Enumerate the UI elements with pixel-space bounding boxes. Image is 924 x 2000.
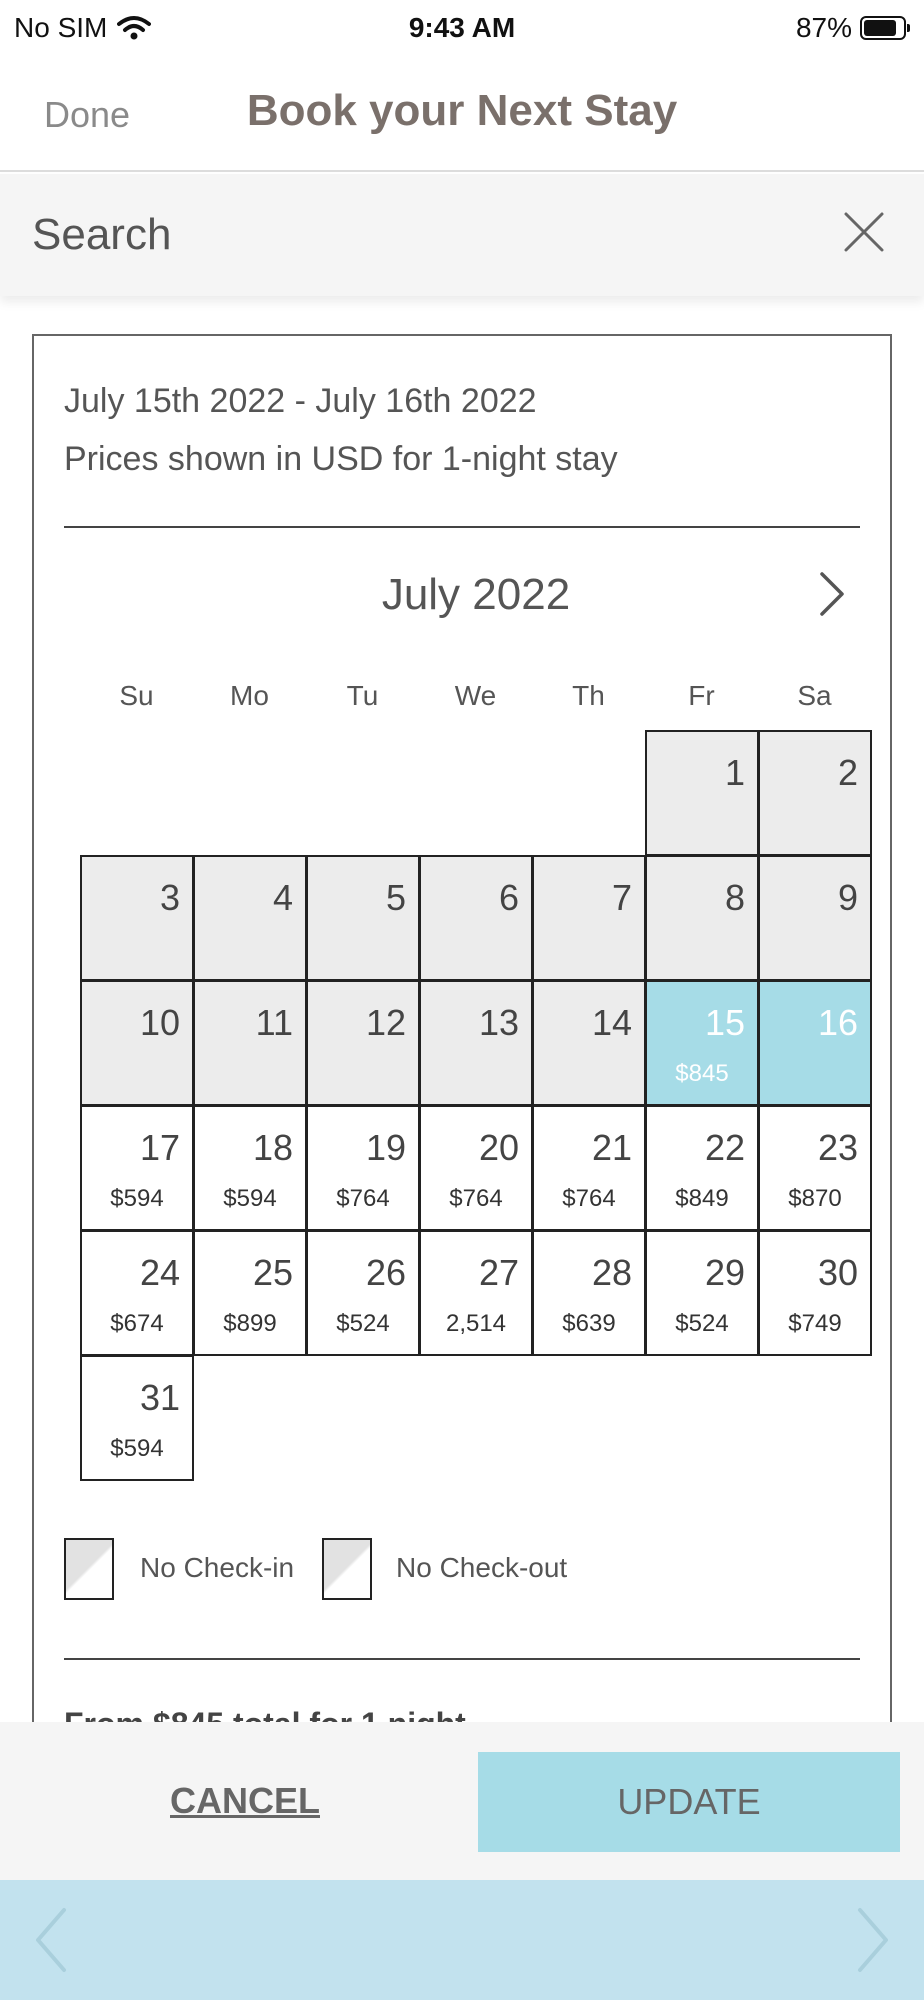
day-price: $845	[675, 1060, 729, 1087]
day-price: $749	[788, 1310, 842, 1337]
status-time: 9:43 AM	[408, 12, 516, 43]
weekday-header: We	[454, 680, 497, 711]
day-price: 2,514	[445, 1310, 507, 1337]
day-price: $870	[788, 1185, 842, 1212]
price-note-text: Prices shown in USD for 1-night stay	[64, 440, 618, 478]
calendar-day-25[interactable]	[193, 1230, 307, 1356]
calendar-day-2	[758, 730, 872, 856]
calendar-day-3	[80, 855, 194, 981]
day-number: 10	[139, 1002, 180, 1043]
nav-bar	[0, 56, 924, 172]
day-number: 30	[817, 1252, 858, 1293]
calendar-day-14	[532, 980, 646, 1106]
weekday-header: Mo	[230, 680, 269, 711]
day-price: $849	[675, 1185, 729, 1212]
calendar-day-4	[193, 855, 307, 981]
calendar-day-19[interactable]	[306, 1105, 420, 1231]
day-number: 1	[724, 752, 745, 793]
day-number: 12	[365, 1002, 406, 1043]
day-number: 25	[252, 1252, 293, 1293]
day-number: 6	[498, 877, 519, 918]
day-price: $594	[110, 1435, 164, 1462]
update-button[interactable]: UPDATE	[478, 1752, 900, 1852]
day-price: $764	[562, 1185, 616, 1212]
day-price: $639	[562, 1310, 616, 1337]
calendar-day-12	[306, 980, 420, 1106]
calendar-day-16[interactable]	[758, 980, 872, 1106]
day-number: 8	[724, 877, 745, 918]
back-arrow-icon[interactable]	[30, 1904, 74, 1976]
chevron-right-icon[interactable]	[810, 568, 854, 620]
day-number: 9	[837, 877, 858, 918]
day-number: 17	[139, 1127, 180, 1168]
day-price: $594	[110, 1185, 164, 1212]
status-bar	[0, 0, 924, 56]
page-title: Book your Next Stay	[246, 86, 678, 135]
day-number: 29	[704, 1252, 745, 1293]
calendar-day-7	[532, 855, 646, 981]
calendar-day-11	[193, 980, 307, 1106]
divider-top	[64, 526, 860, 528]
close-icon[interactable]	[842, 210, 886, 254]
no-checkin-label: No Check-in	[140, 1552, 295, 1583]
calendar-day-1	[645, 730, 759, 856]
forward-arrow-icon[interactable]	[850, 1904, 894, 1976]
day-number: 5	[385, 877, 406, 918]
day-number: 23	[817, 1127, 858, 1168]
calendar-day-6	[419, 855, 533, 981]
battery-percent: 87%	[795, 12, 852, 43]
calendar-day-18[interactable]	[193, 1105, 307, 1231]
day-number: 14	[591, 1002, 632, 1043]
day-number: 16	[817, 1002, 858, 1043]
status-right	[796, 12, 906, 44]
calendar-day-13	[419, 980, 533, 1106]
weekday-header: Su	[119, 680, 154, 711]
carrier-label: No SIM	[14, 12, 108, 43]
calendar-day-29[interactable]	[645, 1230, 759, 1356]
calendar-day-15[interactable]	[645, 980, 759, 1106]
date-range-text: July 15th 2022 - July 16th 2022	[64, 382, 537, 420]
browser-toolbar	[0, 1880, 924, 2000]
day-number: 27	[478, 1252, 519, 1293]
day-number: 7	[611, 877, 632, 918]
battery-icon	[860, 16, 906, 40]
calendar-day-21[interactable]	[532, 1105, 646, 1231]
day-number: 2	[837, 752, 858, 793]
day-number: 19	[365, 1127, 406, 1168]
no-checkout-label: No Check-out	[396, 1552, 568, 1583]
search-header	[0, 174, 924, 296]
day-price: $524	[336, 1310, 390, 1337]
day-number: 24	[139, 1252, 180, 1293]
weekday-header: Fr	[688, 680, 715, 711]
day-number: 26	[365, 1252, 406, 1293]
day-number: 21	[591, 1127, 632, 1168]
calendar-day-26[interactable]	[306, 1230, 420, 1356]
month-label: July 2022	[381, 570, 571, 619]
calendar-day-30[interactable]	[758, 1230, 872, 1356]
day-price: $899	[223, 1310, 277, 1337]
divider-bottom	[64, 1658, 860, 1660]
day-number: 20	[478, 1127, 519, 1168]
no-checkin-swatch	[64, 1538, 114, 1600]
calendar-day-17[interactable]	[80, 1105, 194, 1231]
no-checkout-swatch	[322, 1538, 372, 1600]
day-price: $674	[110, 1310, 164, 1337]
search-title: Search	[32, 210, 172, 259]
day-price: $764	[449, 1185, 503, 1212]
calendar-day-9	[758, 855, 872, 981]
calendar-day-31[interactable]	[80, 1355, 194, 1481]
day-price: $524	[675, 1310, 729, 1337]
weekday-header: Tu	[346, 680, 379, 711]
day-number: 11	[255, 1002, 293, 1043]
day-price: $764	[336, 1185, 390, 1212]
weekday-header: Sa	[797, 680, 832, 711]
day-number: 18	[252, 1127, 293, 1168]
calendar-day-20[interactable]	[419, 1105, 533, 1231]
calendar-day-23[interactable]	[758, 1105, 872, 1231]
day-number: 13	[478, 1002, 519, 1043]
day-number: 4	[272, 877, 293, 918]
day-number: 3	[159, 877, 180, 918]
weekday-header: Th	[572, 680, 605, 711]
day-number: 28	[591, 1252, 632, 1293]
calendar-day-10	[80, 980, 194, 1106]
calendar-day-24[interactable]	[80, 1230, 194, 1356]
day-price: $594	[223, 1185, 277, 1212]
calendar-day-27[interactable]	[419, 1230, 533, 1356]
calendar-day-8	[645, 855, 759, 981]
day-number: 31	[139, 1377, 180, 1418]
calendar-day-22[interactable]	[645, 1105, 759, 1231]
day-number: 22	[704, 1127, 745, 1168]
day-number: 15	[704, 1002, 745, 1043]
done-button[interactable]: Done	[44, 94, 131, 135]
calendar-day-28[interactable]	[532, 1230, 646, 1356]
calendar-day-5	[306, 855, 420, 981]
cancel-button[interactable]: CANCEL	[170, 1780, 320, 1821]
